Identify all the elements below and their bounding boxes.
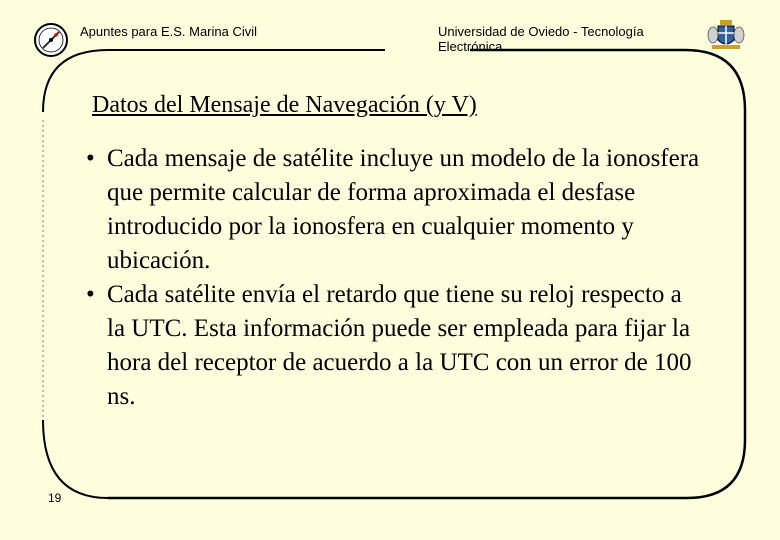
header-institution: Universidad de Oviedo - Tecnología Electrónica xyxy=(438,24,644,54)
slide-title: Datos del Mensaje de Navegación (y V) xyxy=(92,92,477,118)
bullet-text: Cada mensaje de satélite incluye un modelo de la ionosfera que permite calcular de forma aproximada el desfase introducido por la ionosfera en cualquier momento y ubicación. xyxy=(107,145,700,274)
header-course-title: Apuntes para E.S. Marina Civil xyxy=(80,24,258,39)
bullet-marker: • xyxy=(86,281,95,308)
bullet-list xyxy=(86,142,706,414)
bullet-item xyxy=(86,142,706,278)
compass-emblem-icon xyxy=(33,22,69,58)
page-number: 19 xyxy=(48,491,62,505)
bullet-marker: • xyxy=(86,145,95,172)
bullet-item xyxy=(86,278,706,414)
university-crest-icon xyxy=(706,18,746,52)
bullet-text: Cada satélite envía el retardo que tiene su reloj respecto a la UTC. Esta información puede ser empleada para fijar la hora del receptor de acuerdo a la UTC con un error de 100 ns. xyxy=(107,281,692,410)
